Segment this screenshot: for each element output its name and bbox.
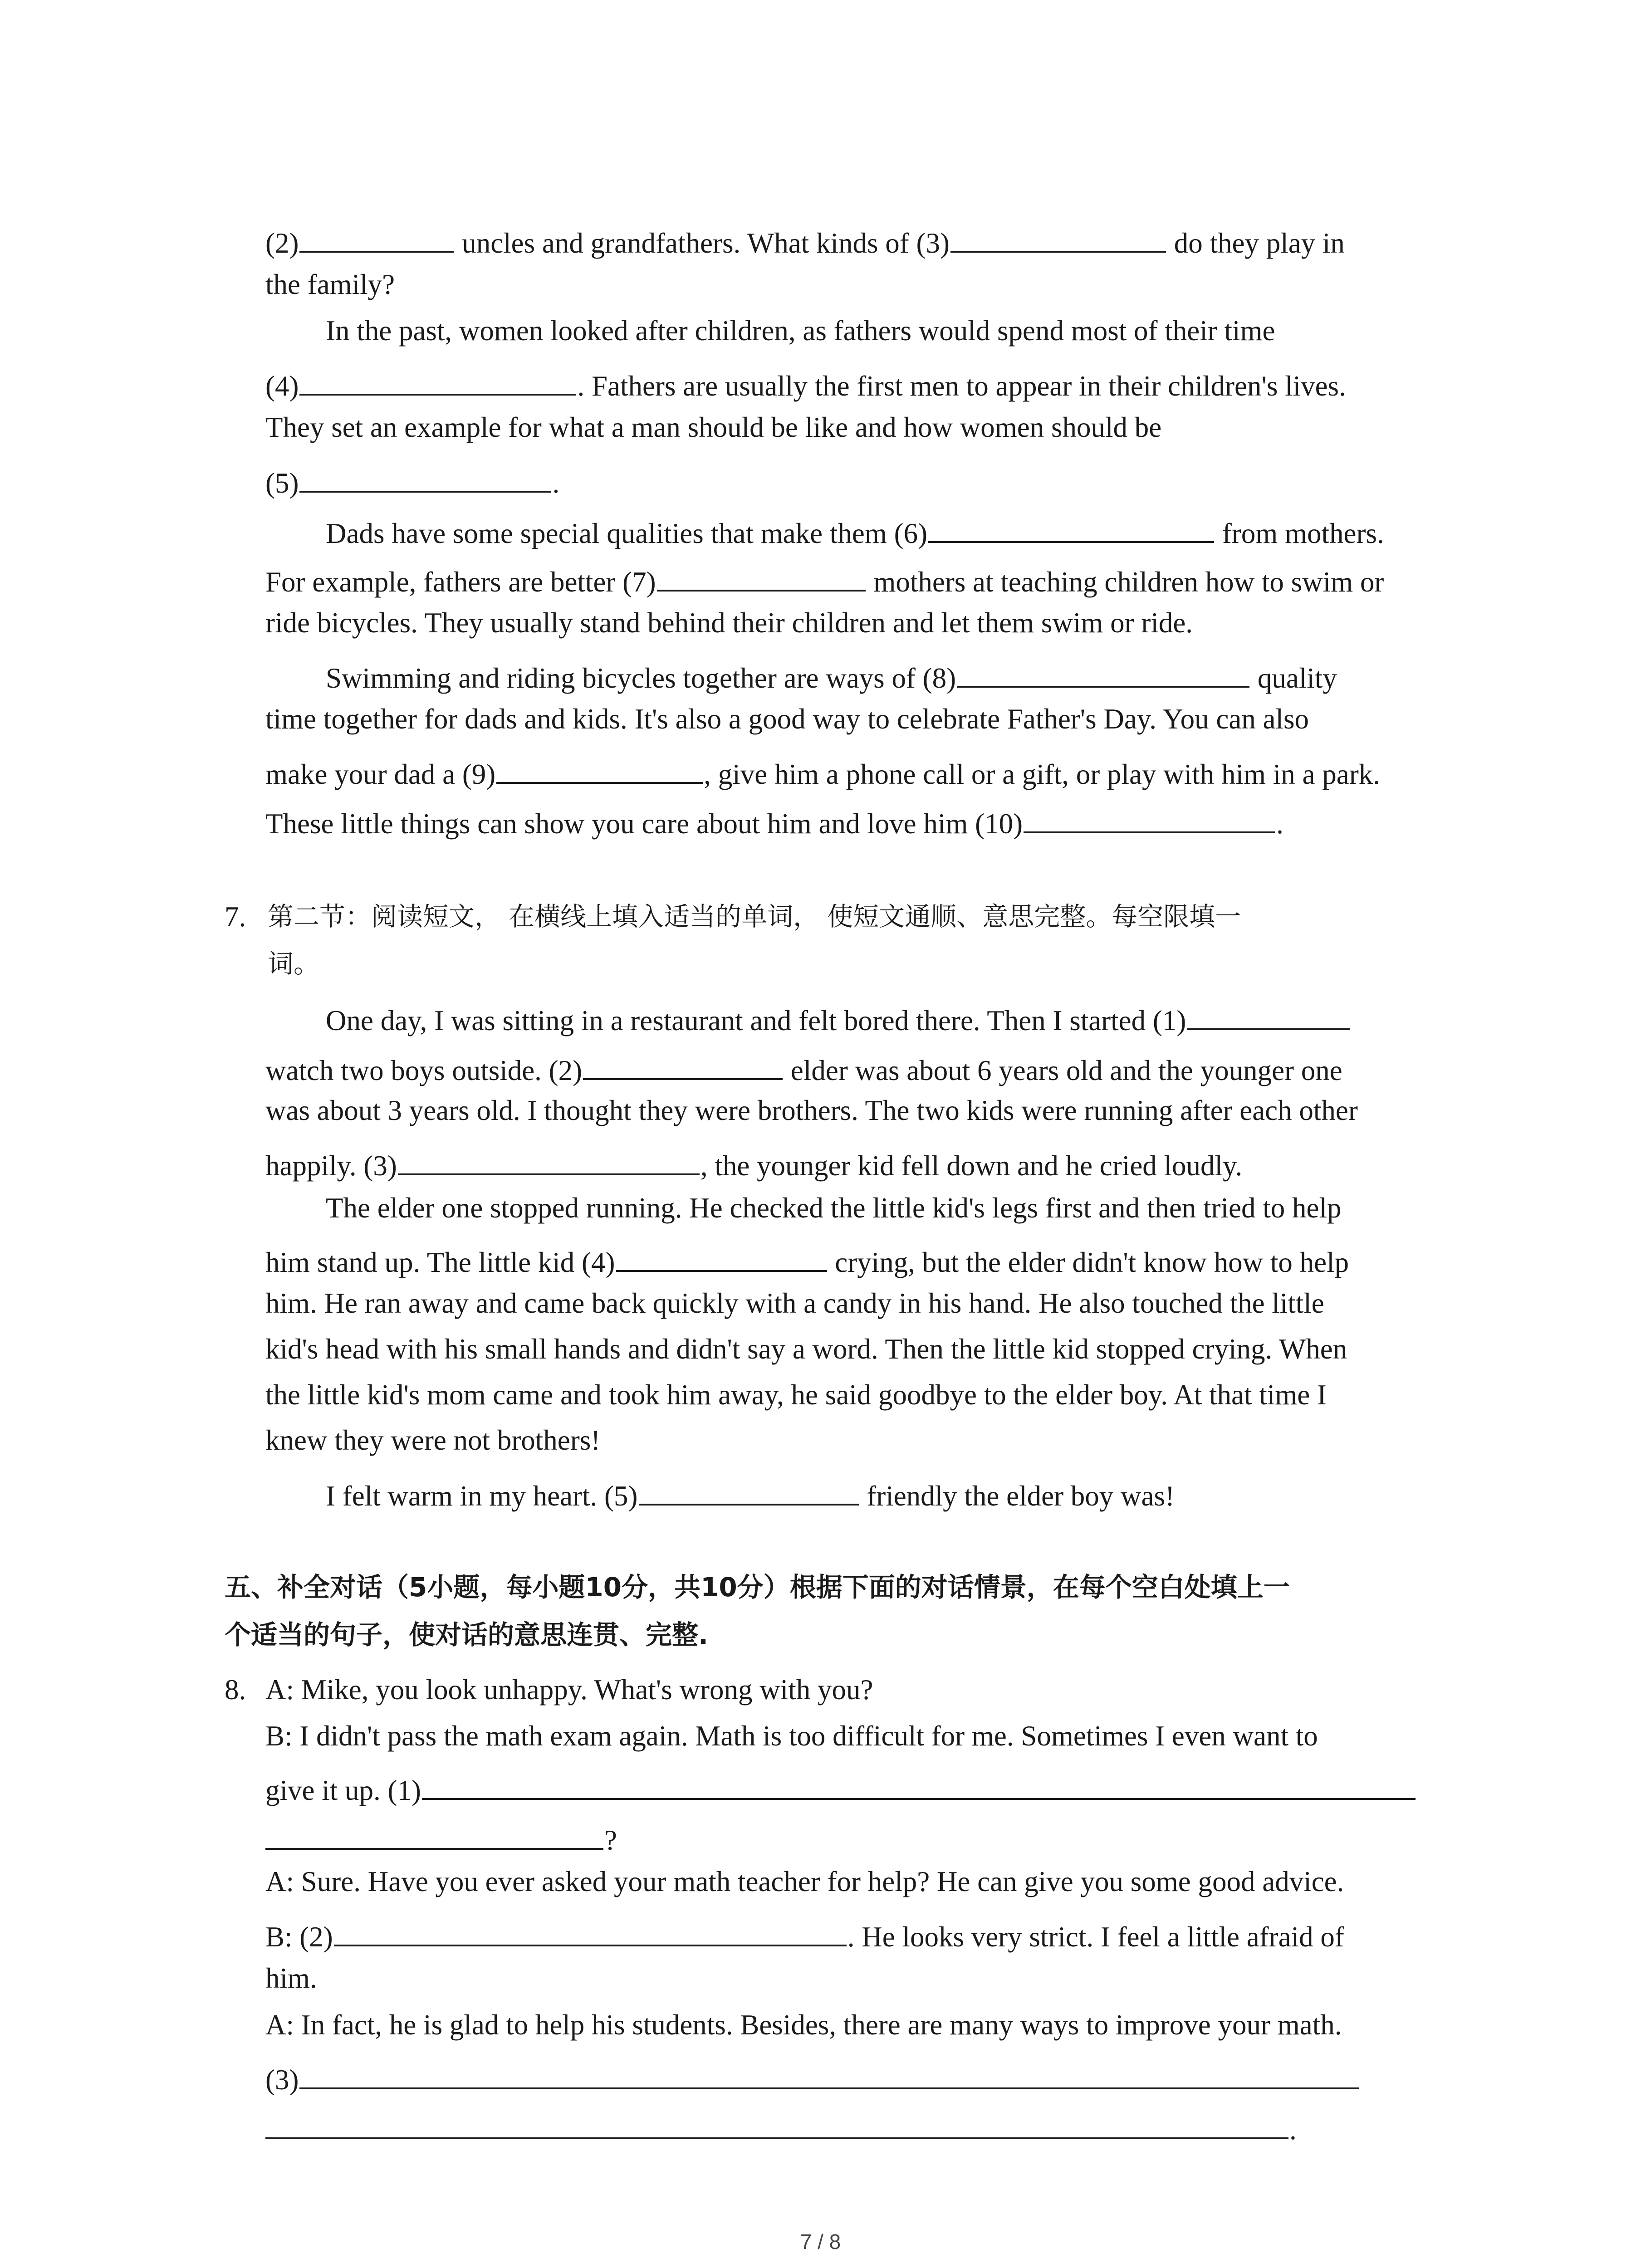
passage-line: him. He ran away and came back quickly with a candy in his hand. He also touched the little bbox=[265, 1287, 1324, 1319]
passage-line: The elder one stopped running. He checked the little kid's legs first and then tried to help bbox=[326, 1192, 1342, 1224]
passage-line: (5) . bbox=[265, 464, 559, 498]
answer-blank[interactable] bbox=[299, 464, 551, 493]
answer-blank[interactable] bbox=[334, 1917, 847, 1946]
answer-blank[interactable] bbox=[639, 1476, 859, 1505]
answer-blank[interactable] bbox=[299, 367, 576, 396]
answer-blank[interactable] bbox=[422, 1771, 1416, 1800]
answer-blank[interactable] bbox=[1187, 1001, 1350, 1030]
passage-line: For example, fathers are better (7) mothers at teaching children how to swim or bbox=[265, 562, 1384, 596]
passage-line: They set an example for what a man should be like and how women should be bbox=[265, 411, 1162, 443]
answer-blank[interactable] bbox=[657, 562, 866, 591]
answer-blank[interactable] bbox=[950, 224, 1166, 253]
dialogue-line: A: Mike, you look unhappy. What's wrong with you? bbox=[265, 1674, 873, 1706]
passage-line: happily. (3) , the younger kid fell down and he cried loudly. bbox=[265, 1146, 1242, 1180]
passage-line: I felt warm in my heart. (5) friendly the elder boy was! bbox=[326, 1476, 1175, 1510]
passage-line: In the past, women looked after children, as fathers would spend most of their time bbox=[326, 315, 1275, 347]
passage-line: Dads have some special qualities that make them (6) from mothers. bbox=[326, 514, 1384, 548]
passage-line: These little things can show you care about him and love him (10) . bbox=[265, 804, 1283, 838]
passage-line: (2) uncles and grandfathers. What kinds of (3) do they play in bbox=[265, 224, 1345, 258]
passage-line: the family? bbox=[265, 269, 395, 300]
passage-line: the little kid's mom came and took him away, he said goodbye to the elder boy. At that time I bbox=[265, 1379, 1327, 1411]
answer-blank[interactable] bbox=[1024, 804, 1275, 833]
answer-blank[interactable] bbox=[928, 514, 1214, 543]
passage-line: Swimming and riding bicycles together are ways of (8) quality bbox=[326, 659, 1337, 693]
dialogue-line: . bbox=[265, 2110, 1297, 2144]
answer-blank[interactable] bbox=[265, 2110, 1288, 2139]
page-number: 7 / 8 bbox=[800, 2230, 841, 2253]
question-instruction: 第二节：阅读短文， 在横线上填入适当的单词， 使短文通顺、意思完整。每空限填一 bbox=[268, 902, 1241, 932]
section-heading: 五、补全对话（5小题，每小题10分，共10分）根据下面的对话情景，在每个空白处填上一 bbox=[225, 1572, 1290, 1603]
dialogue-line: B: I didn't pass the math exam again. Math is too difficult for me. Sometimes I even want to bbox=[265, 1720, 1318, 1752]
dialogue-line: ? bbox=[265, 1821, 617, 1855]
dialogue-line: A: In fact, he is glad to help his students. Besides, there are many ways to improve your math. bbox=[265, 2009, 1342, 2041]
passage-line: watch two boys outside. (2) elder was about 6 years old and the younger one bbox=[265, 1051, 1342, 1085]
dialogue-line: (3) bbox=[265, 2060, 1360, 2094]
answer-blank[interactable] bbox=[583, 1051, 783, 1080]
answer-blank[interactable] bbox=[299, 224, 454, 253]
question-instruction: 词。 bbox=[268, 949, 319, 979]
section-heading: 个适当的句子，使对话的意思连贯、完整. bbox=[225, 1619, 709, 1650]
passage-line: was about 3 years old. I thought they were brothers. The two kids were running after each other bbox=[265, 1095, 1358, 1126]
answer-blank[interactable] bbox=[957, 659, 1249, 688]
dialogue-line: B: (2) . He looks very strict. I feel a little afraid of bbox=[265, 1917, 1344, 1951]
question-number: 8. bbox=[225, 1674, 246, 1706]
passage-line: kid's head with his small hands and didn't say a word. Then the little kid stopped crying. When bbox=[265, 1333, 1347, 1365]
passage-line: him stand up. The little kid (4) crying, but the elder didn't know how to help bbox=[265, 1243, 1349, 1277]
passage-line: ride bicycles. They usually stand behind their children and let them swim or ride. bbox=[265, 607, 1193, 639]
dialogue-line: give it up. (1) bbox=[265, 1771, 1416, 1805]
passage-line: One day, I was sitting in a restaurant and felt bored there. Then I started (1) bbox=[326, 1001, 1351, 1035]
answer-blank[interactable] bbox=[496, 755, 703, 784]
dialogue-line: A: Sure. Have you ever asked your math teacher for help? He can give you some good advice. bbox=[265, 1866, 1344, 1897]
passage-line: make your dad a (9) , give him a phone call or a gift, or play with him in a park. bbox=[265, 755, 1380, 789]
answer-blank[interactable] bbox=[299, 2060, 1359, 2089]
dialogue-line: him. bbox=[265, 1962, 317, 1994]
answer-blank[interactable] bbox=[398, 1146, 700, 1175]
answer-blank[interactable] bbox=[616, 1243, 827, 1272]
answer-blank[interactable] bbox=[265, 1821, 603, 1850]
passage-line: time together for dads and kids. It's also a good way to celebrate Father's Day. You can also bbox=[265, 703, 1309, 735]
passage-line: knew they were not brothers! bbox=[265, 1424, 601, 1456]
passage-line: (4) . Fathers are usually the first men to appear in their children's lives. bbox=[265, 367, 1346, 401]
question-number: 7. bbox=[225, 901, 246, 933]
